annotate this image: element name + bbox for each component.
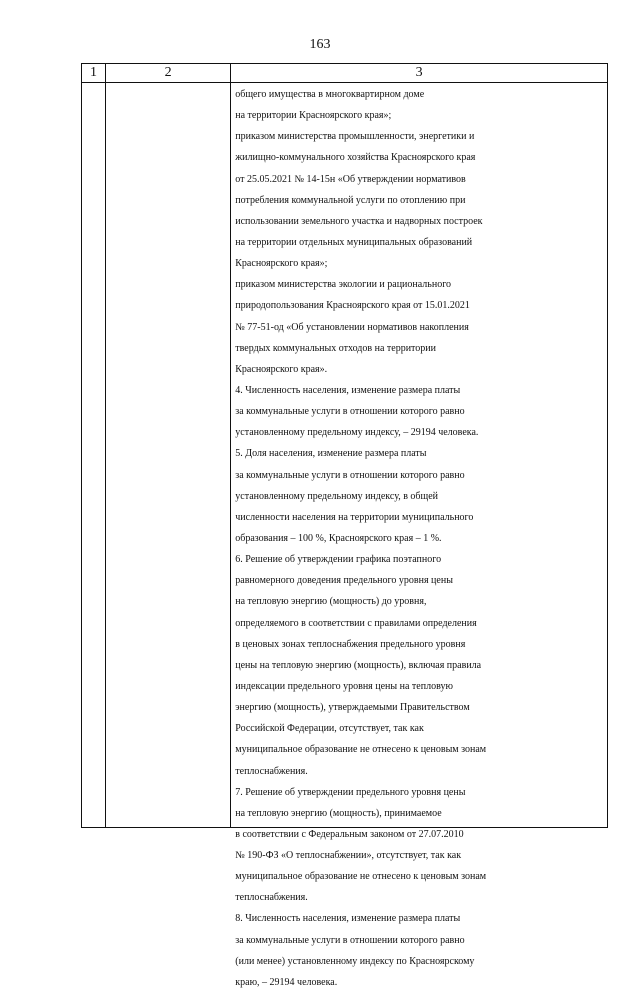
text-line: в ценовых зонах теплоснабжения предельного уровня <box>235 638 466 650</box>
text-line: индексации предельного уровня цены на тепловую <box>235 680 453 692</box>
text-line: установленному предельному индексу, – 29194 человека. <box>235 427 479 439</box>
text-line: жилищно-коммунального хозяйства Красноярского края <box>235 152 476 164</box>
table-row <box>82 83 608 828</box>
column-header-1: 1 <box>82 64 106 83</box>
text-line: краю, – 29194 человека. <box>235 976 338 988</box>
text-line: муниципальное образование не отнесено к ценовым зонам <box>235 744 487 756</box>
text-line: твердых коммунальных отходов на территории <box>235 342 436 354</box>
text-line: приказом министерства экологии и рационального <box>235 279 452 291</box>
text-line: теплоснабжения. <box>235 765 308 777</box>
text-line: на территории Красноярского края»; <box>235 110 392 122</box>
text-line: численности населения на территории муниципального <box>235 511 474 523</box>
text-line: цены на тепловую энергию (мощность), включая правила <box>235 659 482 671</box>
column-header-2: 2 <box>106 64 231 83</box>
text-line: Российской Федерации, отсутствует, так как <box>235 723 424 735</box>
text-line: природопользования Красноярского края от 15.01.2021 <box>235 300 470 312</box>
text-line: 4. Численность населения, изменение размера платы <box>235 384 461 396</box>
text-line: 8. Численность населения, изменение размера платы <box>235 913 461 925</box>
text-line: (или менее) установленному индексу по Красноярскому <box>235 955 475 967</box>
text-line: на тепловую энергию (мощность) до уровня, <box>235 596 427 608</box>
text-line: приказом министерства промышленности, энергетики и <box>235 131 475 143</box>
text-line: за коммунальные услуги в отношении которого равно <box>235 406 465 418</box>
table-header-row <box>82 64 608 83</box>
text-line: в соответствии с Федеральным законом от 27.07.2010 <box>235 828 464 840</box>
text-line: Красноярского края»; <box>235 258 328 270</box>
row-cell-col3 <box>231 83 608 988</box>
text-line: равномерного доведения предельного уровня цены <box>235 575 453 587</box>
text-line: от 25.05.2021 № 14-15н «Об утверждении нормативов <box>235 173 466 185</box>
text-line: на тепловую энергию (мощность), принимаемое <box>235 807 442 819</box>
text-line: общего имущества в многоквартирном доме <box>235 89 425 100</box>
text-line: за коммунальные услуги в отношении которого равно <box>235 934 465 946</box>
text-line: за коммунальные услуги в отношении которого равно <box>235 469 465 481</box>
document-body-text <box>231 83 607 988</box>
text-line: 5. Доля населения, изменение размера платы <box>235 448 427 460</box>
text-line: теплоснабжения. <box>235 892 308 904</box>
row-cell-col2 <box>106 83 231 828</box>
document-table <box>81 63 608 988</box>
text-line: на территории отдельных муниципальных образований <box>235 236 473 248</box>
page-number: 163 <box>309 37 331 52</box>
text-line: потребления коммунальной услуги по отоплению при <box>235 194 466 206</box>
text-line: 7. Решение об утверждении предельного уровня цены <box>235 786 466 798</box>
text-line: № 190-ФЗ «О теплоснабжении», отсутствует, так как <box>235 850 462 862</box>
text-line: определяемого в соответствии с правилами определения <box>235 617 477 629</box>
text-line: установленному предельному индексу, в общей <box>235 490 439 502</box>
text-line: энергию (мощность), утверждаемыми Правительством <box>235 702 470 714</box>
text-line: муниципальное образование не отнесено к ценовым зонам <box>235 871 487 883</box>
text-line: Красноярского края». <box>235 363 328 375</box>
text-line: образования – 100 %, Красноярского края – 1 %. <box>235 532 442 544</box>
text-line: 6. Решение об утверждении графика поэтапного <box>235 554 442 566</box>
column-header-3: 3 <box>231 64 608 83</box>
row-cell-col1 <box>82 83 106 828</box>
text-line: использовании земельного участка и надворных построек <box>235 215 483 227</box>
text-line: № 77-51-од «Об установлении нормативов накопления <box>235 321 469 333</box>
